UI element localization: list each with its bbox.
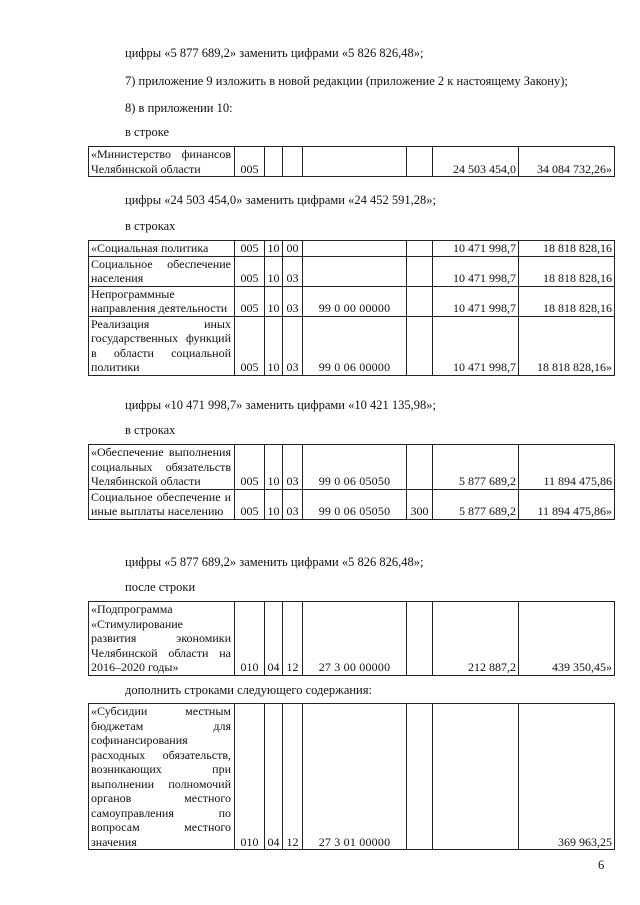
target-article-cell: 99 0 06 05050	[303, 489, 407, 519]
target-article-cell: 99 0 00 00000	[303, 286, 407, 316]
amount-cell: 11 894 475,86	[519, 445, 615, 490]
subsection-code-cell: 03	[283, 445, 303, 490]
target-article-cell: 27 3 01 00000	[303, 704, 407, 850]
target-article-cell: 99 0 06 00000	[303, 316, 407, 375]
subsection-code-cell: 03	[283, 256, 303, 286]
name-cell	[89, 602, 235, 676]
subsection-code-cell: 03	[283, 286, 303, 316]
dept-code-cell: 005	[235, 445, 265, 490]
section-code-cell: 10	[265, 489, 283, 519]
subsection-code-cell: 12	[283, 602, 303, 676]
name-cell	[89, 147, 235, 177]
budget-table-social-obligations	[88, 444, 615, 520]
amount-cell: 369 963,25	[519, 704, 615, 850]
section-code-cell: 04	[265, 602, 283, 676]
expense-type-cell	[407, 256, 433, 286]
target-article-cell	[303, 256, 407, 286]
table-row	[89, 147, 615, 177]
target-article-cell	[303, 241, 407, 257]
row-name: Социальное обеспечение и иные выплаты населению	[91, 489, 231, 518]
paragraph: в строках	[125, 219, 176, 233]
amount-cell: 11 894 475,86»	[519, 489, 615, 519]
paragraph: цифры «24 503 454,0» заменить цифрами «24 452 591,28»;	[125, 193, 436, 207]
paragraph: цифры «10 471 998,7» заменить цифрами «10 421 135,98»;	[125, 398, 436, 412]
row-name: «Социальная политика	[91, 241, 209, 255]
row-name: «Обеспечение выполнения социальных обязательств Челябинской области	[91, 445, 231, 488]
budget-table-ministry	[88, 146, 615, 177]
amount-cell	[433, 704, 519, 850]
section-code-cell	[265, 147, 283, 177]
table-row	[89, 704, 615, 850]
amount-cell: 18 818 828,16»	[519, 316, 615, 375]
budget-table-social-policy	[88, 240, 615, 376]
table-row	[89, 602, 615, 676]
amount-cell: 212 887,2	[433, 602, 519, 676]
target-article-cell: 99 0 06 05050	[303, 445, 407, 490]
amount-cell: 18 818 828,16	[519, 241, 615, 257]
section-code-cell: 10	[265, 445, 283, 490]
dept-code-cell: 010	[235, 704, 265, 850]
page-number: 6	[598, 858, 605, 872]
section-code-cell: 10	[265, 256, 283, 286]
amount-cell: 5 877 689,2	[433, 489, 519, 519]
section-code-cell: 10	[265, 241, 283, 257]
paragraph: дополнить строками следующего содержания:	[125, 683, 372, 697]
amount-cell: 34 084 732,26»	[519, 147, 615, 177]
target-article-cell: 27 3 00 00000	[303, 602, 407, 676]
subsection-code-cell: 00	[283, 241, 303, 257]
expense-type-cell	[407, 704, 433, 850]
name-cell	[89, 445, 235, 490]
paragraph: цифры «5 877 689,2» заменить цифрами «5 826 826,48»;	[125, 46, 424, 60]
row-name: Социальное обеспечение населения	[91, 256, 231, 285]
name-cell	[89, 489, 235, 519]
amount-cell: 10 471 998,7	[433, 241, 519, 257]
table-row	[89, 489, 615, 519]
dept-code-cell: 005	[235, 241, 265, 257]
budget-table-subprogram	[88, 601, 615, 676]
paragraph: в строке	[125, 125, 170, 139]
subsection-code-cell: 03	[283, 489, 303, 519]
paragraph: после строки	[125, 580, 196, 594]
amount-cell: 10 471 998,7	[433, 256, 519, 286]
section-code-cell: 10	[265, 286, 283, 316]
expense-type-cell	[407, 316, 433, 375]
paragraph: 7) приложение 9 изложить в новой редакции (приложение 2 к настоящему Закону);	[125, 74, 568, 88]
table-row	[89, 241, 615, 257]
table-row	[89, 316, 615, 375]
expense-type-cell	[407, 241, 433, 257]
budget-table-subsidies	[88, 703, 615, 850]
subsection-code-cell	[283, 147, 303, 177]
paragraph: 8) в приложении 10:	[125, 101, 233, 115]
row-name: Непрограммные направления деятельности	[91, 286, 228, 315]
row-name: «Подпрограмма «Стимулирование развития экономики Челябинской области на 2016–2020 годы»	[91, 602, 231, 674]
row-name: «Субсидии местным бюджетам для софинансирования расходных обязательств, возникающих при выполнении полномочий органов местного самоуправления по вопросам местного значения	[91, 704, 231, 849]
dept-code-cell: 005	[235, 147, 265, 177]
dept-code-cell: 005	[235, 256, 265, 286]
row-name: Реализация иных государственных функций в области социальной политики	[91, 316, 231, 374]
subsection-code-cell: 03	[283, 316, 303, 375]
paragraph: цифры «5 877 689,2» заменить цифрами «5 826 826,48»;	[125, 555, 424, 569]
name-cell	[89, 704, 235, 850]
table-row	[89, 445, 615, 490]
amount-cell: 5 877 689,2	[433, 445, 519, 490]
expense-type-cell: 300	[407, 489, 433, 519]
table-row	[89, 256, 615, 286]
name-cell	[89, 316, 235, 375]
amount-cell: 24 503 454,0	[433, 147, 519, 177]
amount-cell: 18 818 828,16	[519, 256, 615, 286]
paragraph: в строках	[125, 423, 176, 437]
dept-code-cell: 005	[235, 286, 265, 316]
name-cell	[89, 256, 235, 286]
expense-type-cell	[407, 147, 433, 177]
amount-cell: 10 471 998,7	[433, 286, 519, 316]
dept-code-cell: 010	[235, 602, 265, 676]
section-code-cell: 04	[265, 704, 283, 850]
dept-code-cell: 005	[235, 489, 265, 519]
subsection-code-cell: 12	[283, 704, 303, 850]
amount-cell: 439 350,45»	[519, 602, 615, 676]
table-row	[89, 286, 615, 316]
section-code-cell: 10	[265, 316, 283, 375]
dept-code-cell: 005	[235, 316, 265, 375]
expense-type-cell	[407, 445, 433, 490]
name-cell	[89, 286, 235, 316]
row-name: «Министерство финансов Челябинской области	[91, 147, 231, 176]
expense-type-cell	[407, 602, 433, 676]
amount-cell: 10 471 998,7	[433, 316, 519, 375]
target-article-cell	[303, 147, 407, 177]
amount-cell: 18 818 828,16	[519, 286, 615, 316]
name-cell	[89, 241, 235, 257]
expense-type-cell	[407, 286, 433, 316]
